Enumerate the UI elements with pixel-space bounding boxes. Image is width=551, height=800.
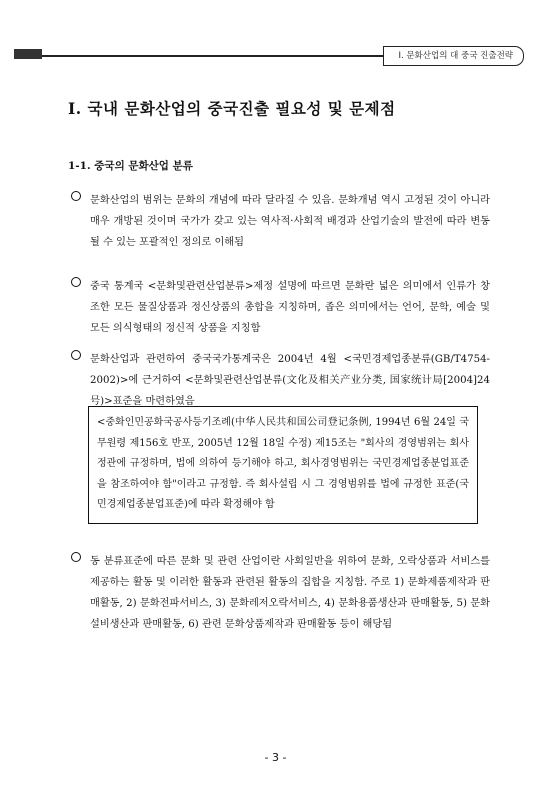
paragraph-3 xyxy=(72,349,490,412)
header-block-mark xyxy=(14,49,42,59)
section-title: 1-1. 중국의 문화산업 분류 xyxy=(68,160,193,172)
paragraph-text: 중국 통계국 <문화및관련산업분류>제정 설명에 따르면 문화란 넓은 의미에서 인류가 창조한 모든 물질상품과 정신상품의 총합을 지칭하며, 좁은 의미에서는 언어, 문학, 예술 및 모든 의식형태의 정신적 상품을 지칭함 xyxy=(90,281,490,334)
running-title: Ⅰ. 문화산업의 대 중국 진출전략 xyxy=(383,46,524,66)
paragraph-4 xyxy=(72,551,490,635)
circle-bullet-icon xyxy=(71,191,81,201)
chapter-title: Ⅰ. 국내 문화산업의 중국진출 필요성 및 문제점 xyxy=(68,99,396,118)
paragraph-2 xyxy=(72,276,490,339)
boxed-note: <중화인민공화국공사등기조례(中华人民共和国公司登记条例, 1994년 6월 24일 국무원령 제156호 반포, 2005년 12월 18일 수정) 제15조는 "회사의 경영범위는 회사정관에 규정하며, 법에 의하여 등기해야 하고, 회사경영범위는 국민경제업종분업표준을 참조하여야 함"이라고 규정함. 즉 회사설립 시 그 경영범위를 법에 규정한 표준(국민경제업종분업표준)에 따라 확정해야 함 xyxy=(88,406,478,524)
running-header xyxy=(14,46,528,64)
paragraph-text: 동 분류표준에 따른 문화 및 관련 산업이란 사회일반을 위하여 문화, 오락상품과 서비스를 제공하는 활동 및 이러한 활동과 관련된 활동의 집합을 지칭함. 주로 1) 문화제품제작과 판매활동, 2) 문화전파서비스, 3) 문화레저오락서비스, 4) 문화용품생산과 판매활동, 5) 문화설비생산과 판매활동, 6) 관련 문화상품제작과 판매활동 등이 해당됨 xyxy=(90,556,490,630)
paragraph-text: 문화산업의 범위는 문화의 개념에 따라 달라질 수 있음. 문화개념 역시 고정된 것이 아니라 매우 개방된 것이며 국가가 갖고 있는 역사적·사회적 배경과 산업기술의 발전에 따라 변동될 수 있는 포괄적인 정의로 이해됨 xyxy=(90,195,490,248)
paragraph-1 xyxy=(72,190,490,253)
circle-bullet-icon xyxy=(71,552,81,562)
circle-bullet-icon xyxy=(71,350,81,360)
page-number: - 3 - xyxy=(264,751,287,764)
paragraph-text: 문화산업과 관련하여 중국국가통계국은 2004년 4월 <국민경제업종분류(GB/T4754-2002)>에 근거하여 <문화및관련산업분류(文化及相关产业分类, 国家统计局[2004]24号)>표준을 마련하였음 xyxy=(90,354,490,407)
circle-bullet-icon xyxy=(71,277,81,287)
